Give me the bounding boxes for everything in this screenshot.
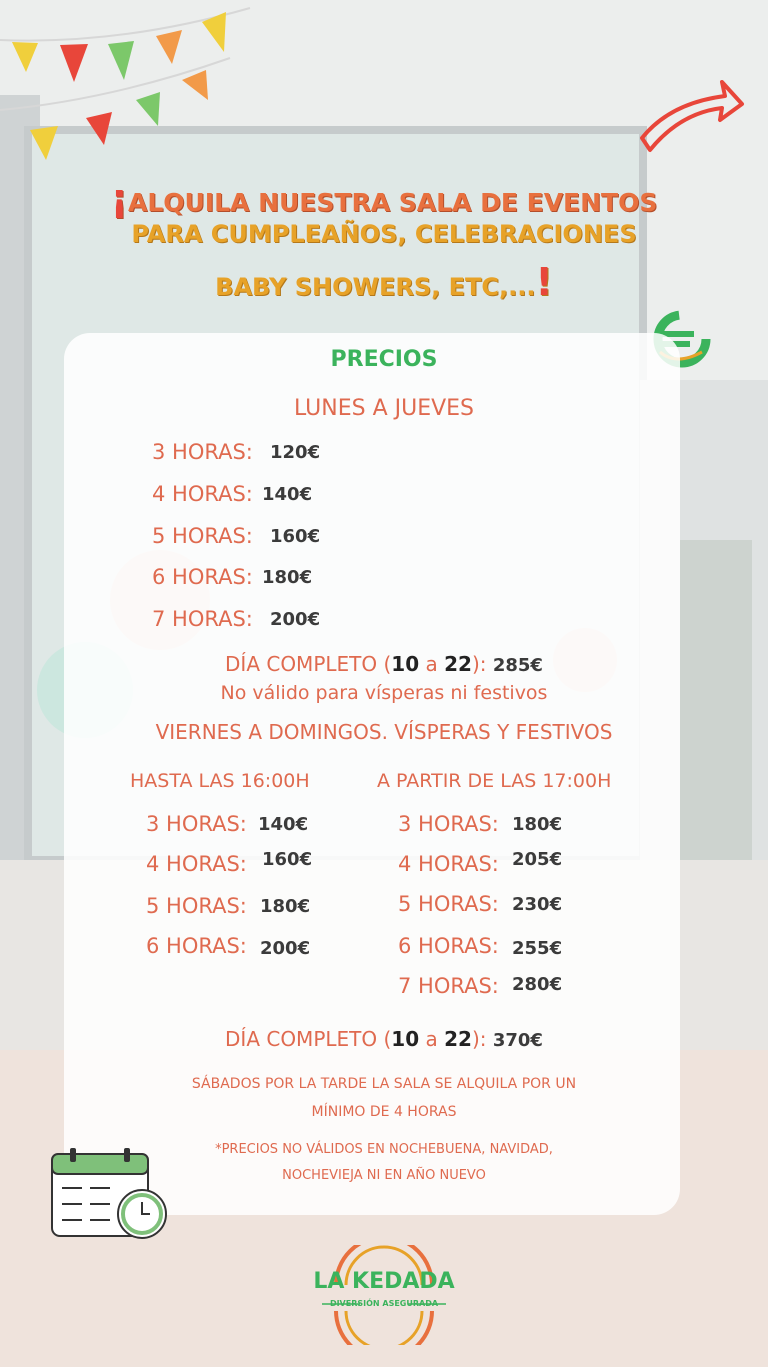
holidays-note-line-2: NOCHEVIEJA NI EN AÑO NUEVO	[282, 1168, 486, 1183]
weekday-price-4h: 140€	[262, 484, 313, 505]
weekday-label-3h: 3 HORAS:	[152, 440, 253, 464]
la-kedada-logo	[300, 1245, 468, 1345]
weekend-left-price-6h: 200€	[260, 938, 311, 959]
weekend-right-label-3h: 3 HORAS:	[398, 812, 499, 836]
calendar-clock-icon	[48, 1148, 172, 1244]
weekend-left-price-3h: 140€	[258, 814, 309, 835]
weekday-label-7h: 7 HORAS:	[152, 607, 253, 631]
weekday-label-4h: 4 HORAS:	[152, 482, 253, 506]
headline-line-2: PARA CUMPLEAÑOS, CELEBRACIONES	[131, 220, 637, 248]
weekend-full-day: DÍA COMPLETO (10 a 22): 370€	[225, 1027, 543, 1051]
weekend-right-price-3h: 180€	[512, 814, 563, 835]
prices-title: PRECIOS	[330, 347, 438, 372]
weekend-right-label-7h: 7 HORAS:	[398, 974, 499, 998]
weekend-right-label-6h: 6 HORAS:	[398, 934, 499, 958]
saturday-note-line-1: SÁBADOS POR LA TARDE LA SALA SE ALQUILA POR UN	[191, 1076, 577, 1092]
weekend-left-label-6h: 6 HORAS:	[146, 934, 247, 958]
weekend-left-label-5h: 5 HORAS:	[146, 894, 247, 918]
weekend-left-title: HASTA LAS 16:00H	[130, 770, 310, 792]
saturday-note-line-2: MÍNIMO DE 4 HORAS	[311, 1104, 457, 1120]
logo-rings-icon	[300, 1245, 468, 1345]
weekday-title: LUNES A JUEVES	[293, 396, 475, 421]
weekday-price-7h: 200€	[270, 609, 321, 630]
weekday-label-6h: 6 HORAS:	[152, 565, 253, 589]
holidays-note-line-1: *PRECIOS NO VÁLIDOS EN NOCHEBUENA, NAVIDAD,	[215, 1142, 553, 1157]
logo-tagline: DIVERSIÓN ASEGURADA	[329, 1299, 439, 1308]
weekend-right-label-5h: 5 HORAS:	[398, 892, 499, 916]
bunting-icon	[0, 0, 260, 160]
weekend-right-title: A PARTIR DE LAS 17:00H	[377, 770, 612, 792]
weekend-right-price-5h: 230€	[512, 894, 563, 915]
weekend-right-label-4h: 4 HORAS:	[398, 852, 499, 876]
weekday-price-5h: 160€	[270, 526, 321, 547]
weekday-label-5h: 5 HORAS:	[152, 524, 253, 548]
weekend-left-price-5h: 180€	[260, 896, 311, 917]
weekend-right-price-4h: 205€	[512, 849, 563, 870]
weekday-price-3h: 120€	[270, 442, 321, 463]
weekend-left-label-4h: 4 HORAS:	[146, 852, 247, 876]
weekend-right-price-7h: 280€	[512, 974, 563, 995]
weekday-note: No válido para vísperas ni festivos	[220, 682, 548, 704]
arrow-icon	[630, 78, 750, 168]
weekend-left-label-3h: 3 HORAS:	[146, 812, 247, 836]
headline-line-1: ¡ALQUILA NUESTRA SALA DE EVENTOS	[110, 176, 658, 220]
weekend-title: VIERNES A DOMINGOS. VÍSPERAS Y FESTIVOS	[155, 720, 613, 744]
headline-line-3: BABY SHOWERS, ETC,...!	[215, 260, 553, 304]
logo-name: LA KEDADA	[313, 1269, 455, 1294]
weekday-price-6h: 180€	[262, 567, 313, 588]
weekend-right-price-6h: 255€	[512, 938, 563, 959]
weekend-left-price-4h: 160€	[262, 849, 313, 870]
weekday-full-day: DÍA COMPLETO (10 a 22): 285€	[225, 652, 543, 676]
